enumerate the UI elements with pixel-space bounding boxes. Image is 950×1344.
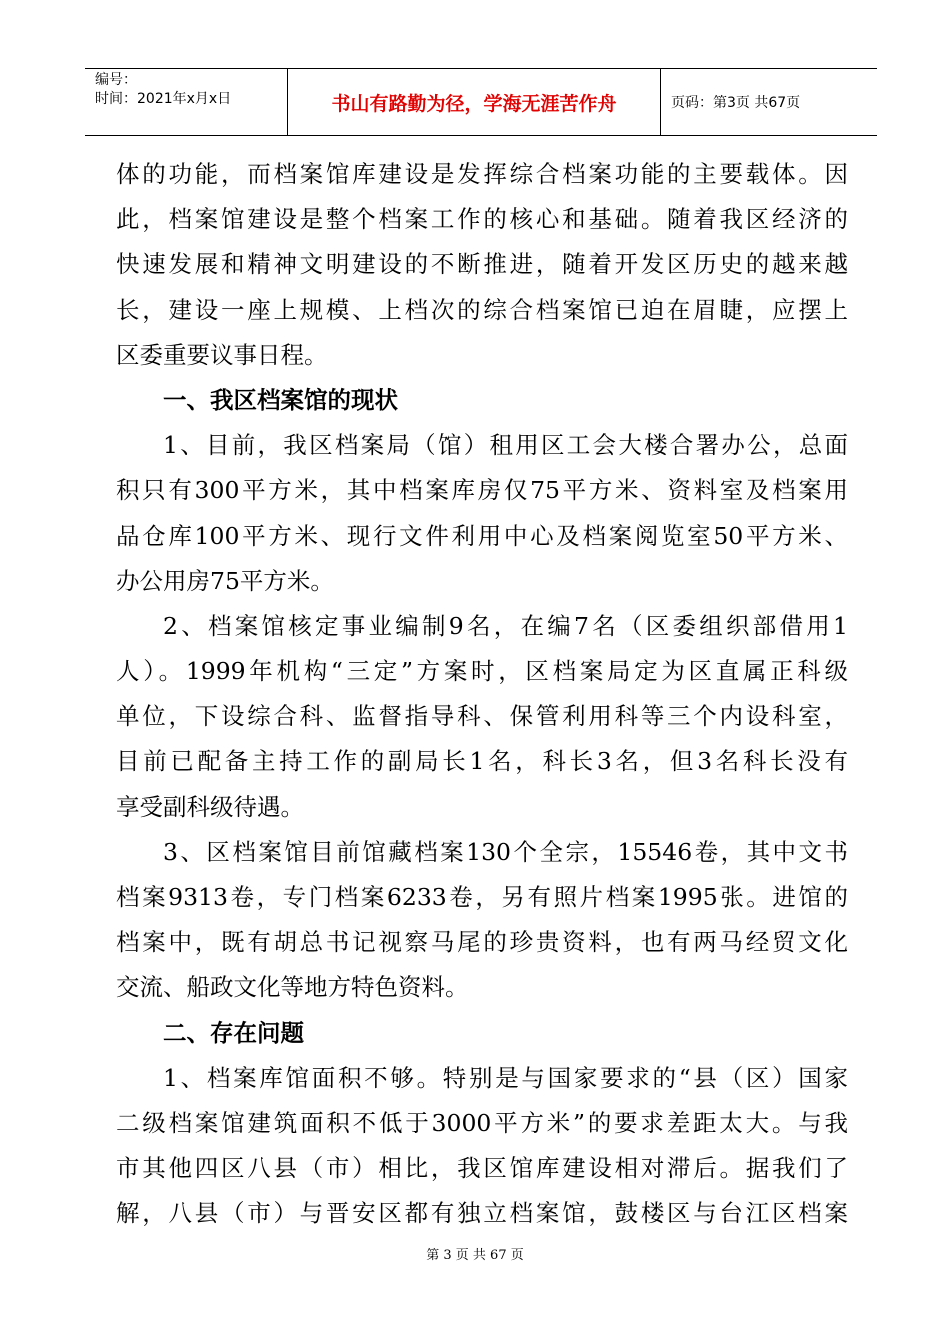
text-line: 享受副科级待遇。 bbox=[116, 792, 304, 821]
text-line: 此，档案馆建设是整个档案工作的核心和基础。随着我区经济的 bbox=[116, 205, 848, 234]
time-label: 时间：2021年x月x日 bbox=[95, 91, 232, 107]
text-line: 目前已配备主持工作的副局长1名，科长3名，但3名科长没有 bbox=[116, 747, 848, 776]
header-page-info: 页码：第3页 共67页 bbox=[671, 95, 801, 111]
text-line: 长，建设一座上规模、上档次的综合档案馆已迫在眉睫，应摆上 bbox=[116, 295, 848, 324]
header-meta bbox=[85, 69, 288, 135]
page-footer: 第 3 页 共 67 页 bbox=[426, 1248, 524, 1263]
text-line: 二级档案馆建筑面积不低于3000平方米”的要求差距太大。与我 bbox=[116, 1108, 848, 1137]
document-body bbox=[116, 152, 848, 1237]
text-line: 人）。1999年机构“三定”方案时，区档案局定为区直属正科级 bbox=[116, 657, 848, 686]
text-line: 体的功能，而档案馆库建设是发挥综合档案功能的主要载体。因 bbox=[116, 160, 848, 188]
page-header bbox=[85, 68, 877, 136]
header-motto: 书山有路勤为径，学海无涯苦作舟 bbox=[288, 69, 661, 135]
text-line: 3、区档案馆目前馆藏档案130个全宗，15546卷，其中文书 bbox=[163, 837, 848, 866]
section-heading: 一、我区档案馆的现状 bbox=[163, 385, 398, 414]
number-label: 编号： bbox=[95, 72, 137, 88]
text-line: 单位，下设综合科、监督指导科、保管利用科等三个内设科室， bbox=[116, 702, 848, 731]
text-line: 品仓库100平方米、现行文件利用中心及档案阅览室50平方米、 bbox=[116, 521, 848, 550]
text-line: 办公用房75平方米。 bbox=[116, 566, 334, 595]
text-line: 市其他四区八县（市）相比，我区馆库建设相对滞后。据我们了 bbox=[116, 1154, 848, 1183]
text-line: 1、目前，我区档案局（馆）租用区工会大楼合署办公，总面 bbox=[163, 431, 848, 460]
section-heading: 二、存在问题 bbox=[163, 1018, 304, 1047]
text-line: 积只有300平方米，其中档案库房仅75平方米、资料室及档案用 bbox=[116, 476, 848, 505]
text-line: 2、档案馆核定事业编制9名，在编7名（区委组织部借用1 bbox=[163, 611, 848, 640]
text-line: 1、档案库馆面积不够。特别是与国家要求的“县（区）国家 bbox=[163, 1063, 848, 1092]
text-line: 解，八县（市）与晋安区都有独立档案馆，鼓楼区与台江区档案 bbox=[116, 1199, 848, 1228]
text-line: 档案9313卷，专门档案6233卷，另有照片档案1995张。进馆的 bbox=[116, 883, 848, 911]
text-line: 档案中，既有胡总书记视察马尾的珍贵资料，也有两马经贸文化 bbox=[116, 928, 848, 957]
text-line: 交流、船政文化等地方特色资料。 bbox=[116, 973, 469, 1002]
text-line: 区委重要议事日程。 bbox=[116, 340, 328, 369]
text-line: 快速发展和精神文明建设的不断推进，随着开发区历史的越来越 bbox=[116, 250, 848, 279]
